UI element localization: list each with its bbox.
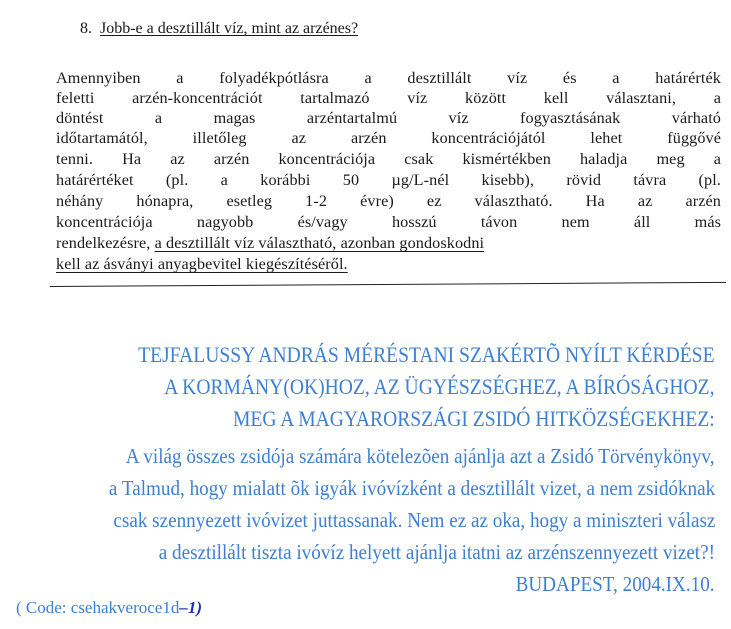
source-code-label (16, 598, 202, 618)
place-and-date: BUDAPEST, 2004.IX.10. (516, 572, 715, 596)
underlined-recommendation: a desztillált víz választható, azonban gondoskodni (154, 234, 485, 252)
paragraph-line: koncentrációja nagyobb és/vagy hosszú távon nem áll más (56, 213, 721, 231)
paragraph-line: döntést a magas arzéntartalmú víz fogyasztásának várható (56, 109, 721, 127)
code-suffix: –1) (179, 598, 202, 617)
question-title: Jobb-e a desztillált víz, mint az arzénes? (100, 20, 359, 37)
commentary-heading-line: MEG A MAGYARORSZÁGI ZSIDÓ HITKÖZSÉGEKHEZ: (233, 406, 715, 431)
commentary-body-line: csak szennyezett ivóvizet juttassanak. Nem ez az oka, hogy a miniszteri válasz (113, 508, 715, 532)
code-prefix: ( Code: csehakveroce1d (16, 598, 180, 617)
commentary-heading-line: A KORMÁNY(OK)HOZ, AZ ÜGYÉSZSÉGHEZ, A BÍRÓSÁGHOZ, (164, 374, 715, 399)
underlined-recommendation-end: kell az ásványi anyagbevitel kiegészítéséről. (56, 255, 348, 273)
paragraph-line: Amennyiben a folyadékpótlásra a desztillált víz és a határérték (56, 69, 721, 87)
commentary-heading-line: TEJFALUSSY ANDRÁS MÉRÉSTANI SZAKÉRTÕ NYÍLT KÉRDÉSE (138, 342, 715, 367)
question-heading (80, 20, 358, 38)
paragraph-line: néhány hónapra, esetleg 1-2 évre) ez választható. Ha az arzén (56, 192, 721, 210)
commentary-body-line: a Talmud, hogy mialatt õk igyák ivóvízként a desztillált vizet, a nem zsidóknak (108, 476, 715, 500)
paragraph-text: rendelkezésre, (56, 234, 155, 252)
paragraph-line-10 (56, 254, 721, 274)
paragraph-line: időtartamától, illetőleg az arzén koncentrációjától lehet függővé (56, 129, 721, 147)
paragraph-line: tenni. Ha az arzén koncentrációja csak kismértékben haladja meg a (56, 150, 721, 168)
paragraph-line: feletti arzén-koncentrációt tartalmazó víz között kell választani, a (56, 89, 721, 107)
commentary-body-line: A világ összes zsidója számára kötelezõen ajánlja azt a Zsidó Törvénykönyv, (126, 444, 715, 468)
scan-bottom-rule (50, 282, 726, 287)
paragraph-line: határértéket (pl. a korábbi 50 µg/L-nél kisebb), rövid távra (pl. (56, 171, 721, 189)
question-number: 8. (80, 20, 92, 37)
scanned-document-excerpt (0, 0, 731, 300)
paragraph-line-9 (56, 233, 721, 253)
commentary-body-line: a desztillált tiszta ivóvíz helyett ajánlja itatni az arzénszennyezett vizet?! (158, 540, 715, 564)
